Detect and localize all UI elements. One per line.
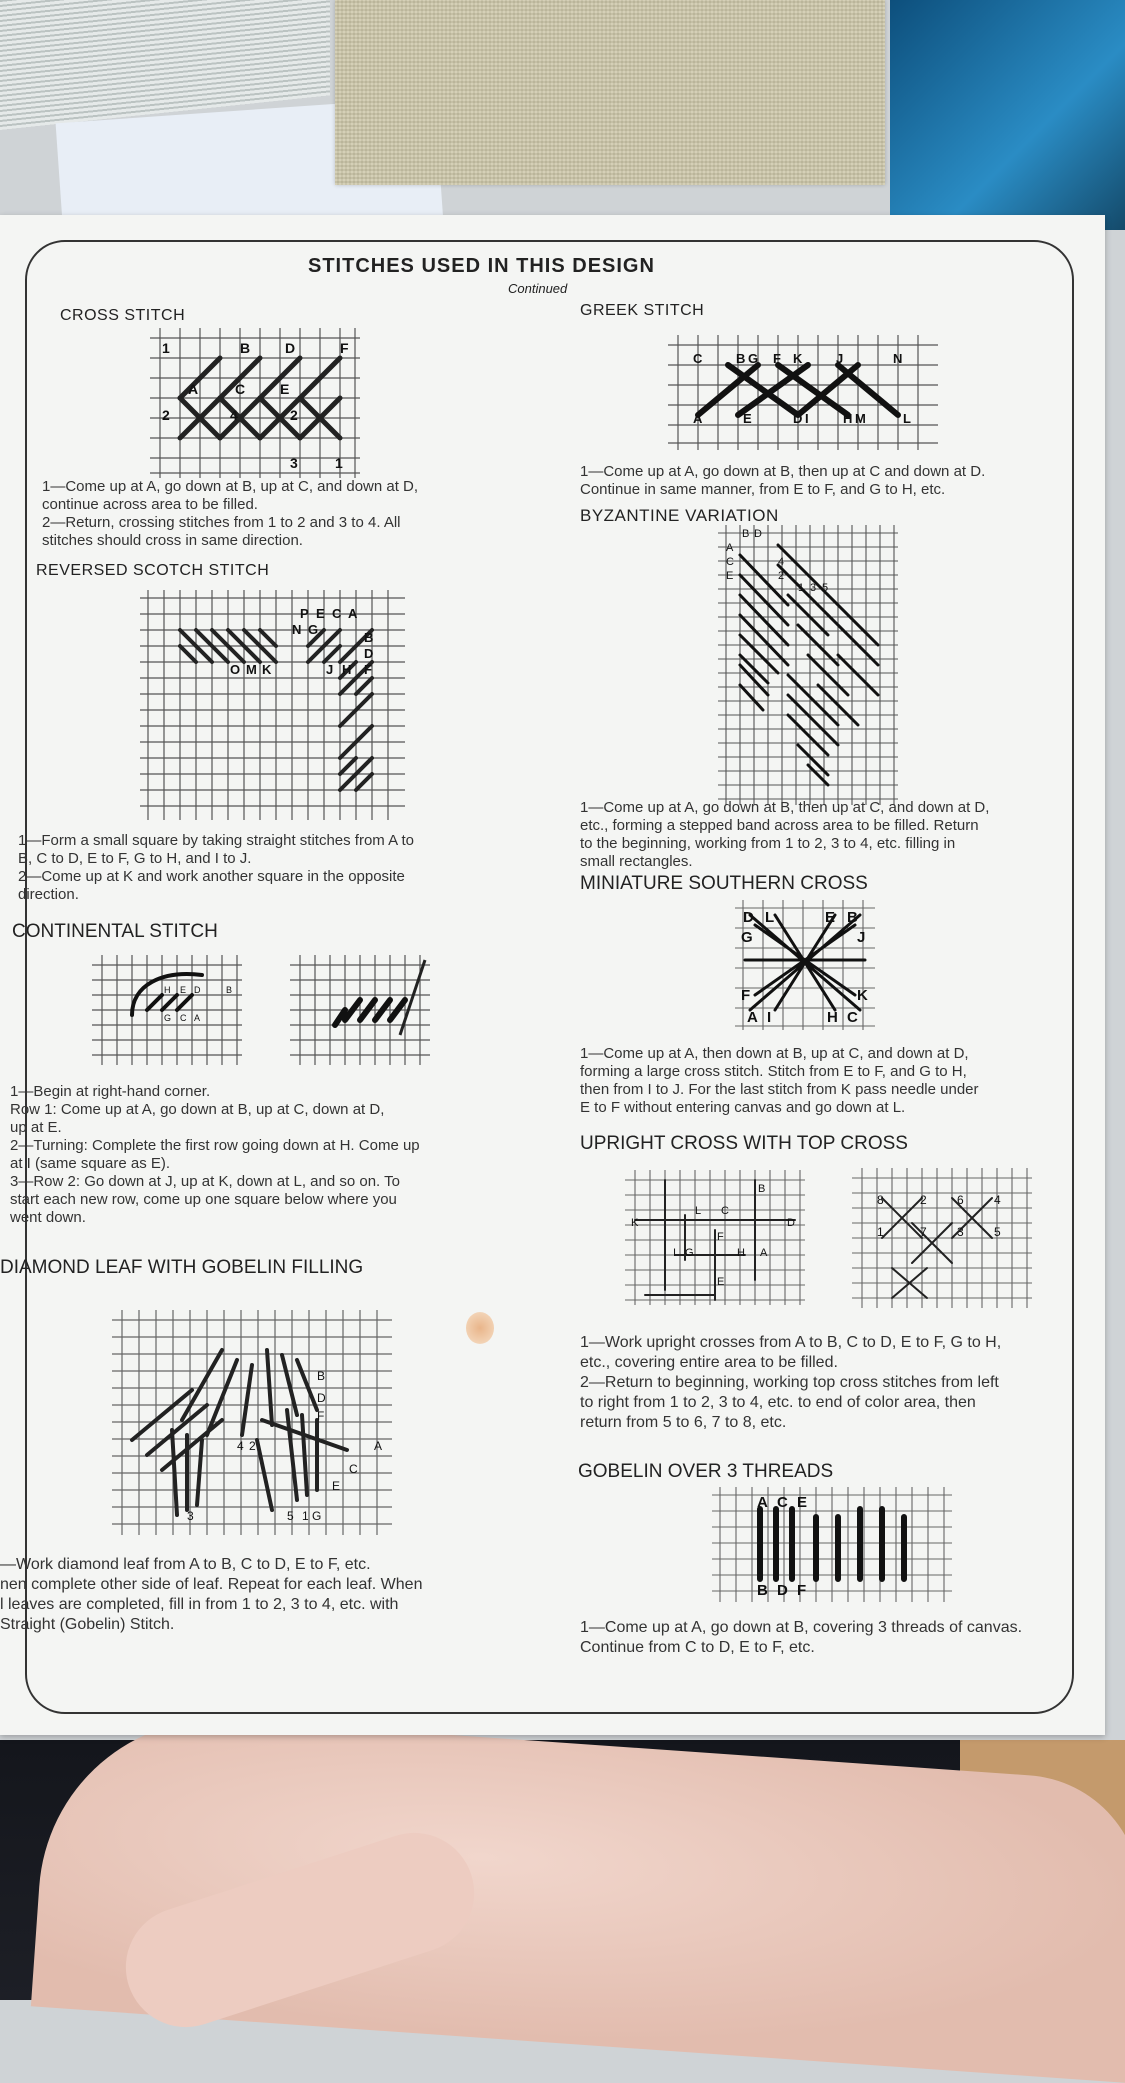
diagram-label: J [326,662,334,677]
diagram-label: F [717,1231,724,1243]
diagram-label: H [164,985,171,995]
blue-container [890,0,1125,230]
cross-stitch-diagram [150,328,360,478]
reversed-scotch-diagram [140,590,405,820]
diagram-label: N [893,351,903,366]
diagram-label: L [695,1205,702,1217]
diagram-label: D [364,646,374,661]
heading-upright-cross: UPRIGHT CROSS WITH TOP CROSS [580,1133,908,1154]
diagram-label: I [767,1009,772,1026]
diagram-label: A [188,381,199,397]
diagram-label: H [827,1009,838,1026]
diagram-label: K [793,351,803,366]
diagram-label: B [742,528,750,540]
diagram-label: 3 [290,455,298,471]
diagram-label: 3 [187,1509,194,1523]
continental-diagram-1 [92,955,242,1065]
diagram-label: 1 [302,1509,309,1523]
diagram-label: E [180,985,187,995]
diagram-label: C [847,1009,858,1026]
heading-continental: CONTINENTAL STITCH [12,921,218,942]
diagram-label: L [903,411,911,426]
diamond-leaf-diagram [112,1310,392,1535]
diagram-label: M [855,411,866,426]
diagram-label: H [843,411,853,426]
page-title: STITCHES USED IN THIS DESIGN [308,255,655,277]
diagram-label: K [631,1217,639,1229]
diagram-label: F [364,662,372,677]
diagram-label: 7 [920,1225,927,1239]
diagram-label: D [285,340,296,356]
diagram-label: A [757,1494,768,1511]
diagram-label: D [793,411,803,426]
diagram-label: 1 [162,340,170,356]
heading-reversed-scotch: REVERSED SCOTCH STITCH [36,562,270,579]
diagram-label: C [721,1205,729,1217]
diagram-label: F [741,987,751,1004]
diagram-label: 3 [957,1225,964,1239]
diagram-label: A [760,1247,768,1259]
southern-cross-diagram [735,900,875,1030]
diagram-label: D [194,985,201,995]
diagram-label: 2 [290,407,298,423]
diagram-label: P [300,606,309,621]
reversed-scotch-text: 1—Form a small square by taking straight stitches from A to B, C to D, E to F, G to H, and I to J. 2—Come up at K and work another square in the opposite direction. [18,832,414,903]
diagram-label: G [748,351,759,366]
diagram-label: 5 [822,582,829,594]
diagram-label: D [787,1217,795,1229]
diagram-label: A [374,1439,383,1453]
diagram-label: E [743,411,752,426]
diagram-label: E [316,606,325,621]
diagram-label: D [317,1391,326,1405]
diagram-label: F [797,1582,807,1599]
diagram-label: 4 [994,1193,1001,1207]
heading-diamond-leaf: DIAMOND LEAF WITH GOBELIN FILLING [0,1257,364,1278]
southern-cross-text: 1—Come up at A, then down at B, up at C, and down at D, forming a large cross stitch. Stitch from E to F, and G to H, then from I to J. For the last stitch from K pass needle under E to F without entering canvas and go down at L. [580,1045,979,1116]
diagram-label: H [737,1247,745,1259]
diagram-label: 2 [162,407,170,423]
diagram-label: A [348,606,358,621]
diagram-label: 5 [287,1509,294,1523]
diagram-label: B [364,630,374,645]
diagram-label: K [857,987,868,1004]
diagram-label: 1 [877,1225,884,1239]
heading-southern-cross: MINIATURE SOUTHERN CROSS [580,873,868,894]
diagram-label: C [693,351,703,366]
diagram-label: H [342,662,352,677]
diagram-label: 8 [877,1193,884,1207]
diagram-label: D [777,1582,788,1599]
diagram-label: 1 [798,582,805,594]
diagram-label: C [332,606,342,621]
heading-greek-stitch: GREEK STITCH [580,302,705,319]
greek-stitch-diagram [668,335,938,450]
byzantine-text: 1—Come up at A, go down at B, then up at C, and down at D, etc., forming a stepped band across area to be filled. Return to the beginning, working from 1 to 2, 3 to 4, etc. filling in small rectangles. [580,799,990,870]
diagram-label: I [805,411,809,426]
diagram-label: A [693,411,703,426]
diagram-label: F [340,340,349,356]
diagram-label: B [317,1369,326,1383]
upright-cross-text: 1—Work upright crosses from A to B, C to D, E to F, G to H, etc., covering entire area to be filled. 2—Return to beginning, working top cross stitches from left to right from 1 to 2, 3 to 4, etc. to end of color area, then return from 5 to 6, 7 to 8, etc. [580,1334,1002,1431]
diamond-leaf-text: —Work diamond leaf from A to B, C to D, E to F, etc. nen complete other side of leaf. Repeat for each leaf. When l leaves are completed, fill in from 1 to 2, 3 to 4, etc. with Straight (Gobelin) Stitch. [0,1556,423,1633]
diagram-label: C [180,1013,187,1023]
byzantine-diagram [718,525,898,805]
stain [466,1312,494,1344]
diagram-label: D [754,528,762,540]
diagram-label: A [194,1013,201,1023]
diagram-label: N [292,622,302,637]
diagram-label: G [741,929,753,946]
upright-cross-diagram-2 [852,1168,1032,1308]
diagram-label: E [280,381,290,397]
diagram-label: A [747,1009,758,1026]
diagram-label: E [726,570,734,582]
diagram-label: B [757,1582,768,1599]
diagram-label: B [226,985,233,995]
diagram-label: O [230,662,241,677]
diagram-label: 2 [778,570,785,582]
diagram-label: G [685,1247,694,1259]
diagram-label: B [847,909,858,926]
greek-stitch-text: 1—Come up at A, go down at B, then up at C and down at D. Continue in same manner, from E to F, and G to H, etc. [580,463,986,498]
diagram-label: E [717,1276,725,1288]
heading-gobelin: GOBELIN OVER 3 THREADS [578,1461,834,1482]
diagram-label: I [673,1247,677,1259]
diagram-label: 2 [249,1439,256,1453]
cross-stitch-text: 1—Come up at A, go down at B, up at C, and down at D, continue across area to be filled. 2—Return, crossing stitches from 1 to 2 and 3 to 4. All stitches should cross in same direction. [42,478,419,549]
diagram-label: G [308,622,319,637]
heading-byzantine: BYZANTINE VARIATION [580,506,779,525]
diagram-label: 4 [230,407,238,423]
diagram-label: C [235,381,246,397]
diagram-label: C [349,1462,358,1476]
diagram-label: F [773,351,781,366]
diagram-label: C [777,1494,788,1511]
diagram-label: 2 [920,1193,927,1207]
diagram-label: G [312,1509,322,1523]
diagram-label: A [726,542,734,554]
diagram-label: C [726,556,734,568]
diagram-label: D [743,909,754,926]
diagram-label: L [765,909,775,926]
heading-cross-stitch: CROSS STITCH [60,307,186,324]
diagram-label: 5 [994,1225,1001,1239]
diagram-label: 4 [237,1439,244,1453]
diagram-label: 1 [335,455,343,471]
diagram-label: M [246,662,257,677]
diagram-label: E [332,1479,341,1493]
diagram-label: E [797,1494,808,1511]
diagram-label: E [825,909,836,926]
page-subtitle: Continued [508,281,568,296]
continental-diagram-2 [290,955,430,1065]
diagram-label: 6 [957,1193,964,1207]
diagram-label: 4 [778,556,785,568]
instruction-sheet [0,215,1105,1735]
continental-text: 1—Begin at right-hand corner. Row 1: Come up at A, go down at B, up at C, down at D, up at E. 2—Turning: Complete the first row going down at H. Come up at I (same square as E). 3—Row 2: Go down at J, up at K, down at L, and so on. To start each new row, come up one square below where you went down. [10,1083,420,1226]
diagram-label: B [758,1183,766,1195]
upright-cross-diagram-1 [625,1170,805,1305]
diagram-label: J [857,929,866,946]
diagram-label: 3 [810,582,817,594]
diagram-label: B [736,351,746,366]
diagram-label: F [317,1409,325,1423]
gobelin-diagram [712,1487,952,1602]
diagram-label: G [164,1013,172,1023]
needlepoint-canvas [335,0,885,185]
diagram-label: B [240,340,251,356]
diagram-label: J [836,351,844,366]
gobelin-text: 1—Come up at A, go down at B, covering 3 threads of canvas. Continue from C to D, E to F, etc. [580,1619,1023,1656]
diagram-label: K [262,662,272,677]
